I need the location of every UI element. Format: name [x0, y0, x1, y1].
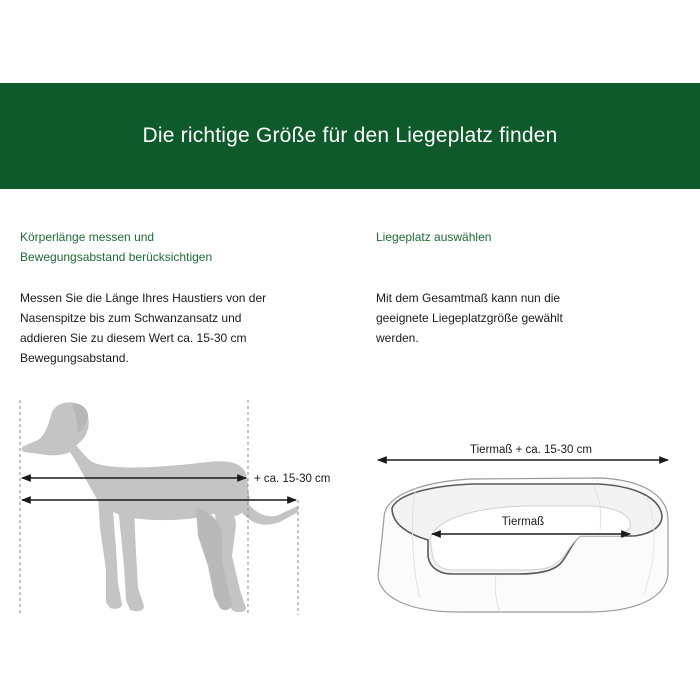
right-heading-line: Liegeplatz auswählen [376, 230, 492, 244]
bed-inner-label: Tiermaß [501, 516, 545, 528]
dog-bed-icon [378, 478, 668, 612]
left-heading-line: Körperlänge messen und [20, 230, 155, 244]
left-body-line: Nasenspitze bis zum Schwanzansatz und [20, 311, 242, 325]
right-body-line: werden. [376, 330, 419, 345]
right-body-line: geeignete Liegeplatzgröße gewählt [376, 310, 563, 325]
right-body-line: Mit dem Gesamtmaß kann nun die [376, 290, 561, 305]
page-title: Die richtige Größe für den Liegeplatz finden [142, 124, 558, 147]
bed-outer-label: Tiermaß + ca. 15-30 cm [470, 444, 592, 456]
left-body-line: Bewegungsabstand. [20, 351, 129, 365]
left-body-line: addieren Sie zu diesem Wert ca. 15-30 cm [20, 331, 247, 345]
left-heading-line: Bewegungsabstand berücksichtigen [20, 249, 213, 264]
dog-silhouette-icon [22, 402, 298, 612]
dog-extra-label: + ca. 15-30 cm [254, 473, 331, 485]
left-body-line: Messen Sie die Länge Ihres Haustiers von der [20, 291, 267, 305]
